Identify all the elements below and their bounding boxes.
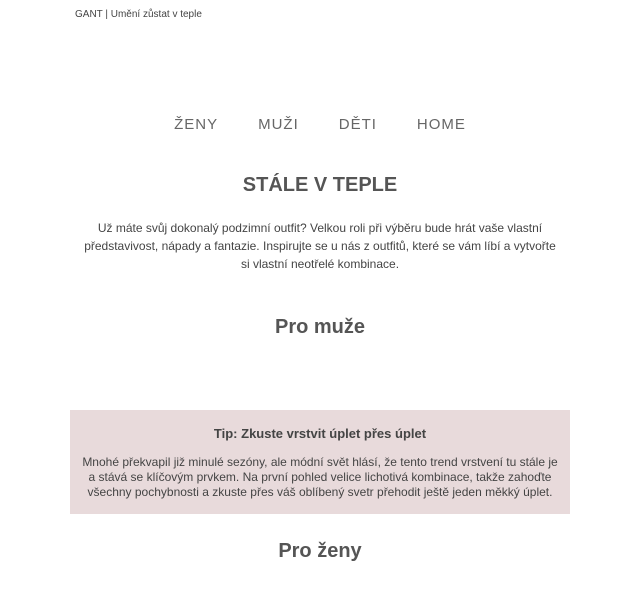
- intro-paragraph: Už máte svůj dokonalý podzimní outfit? Velkou roli při výběru bude hrát vaše vlastní představivost, nápady a fantazie. Inspirujte se u nás z outfitů, které se vám líbí a vytvořte si vlastní neotřelé kombinace.: [84, 221, 556, 271]
- page-headline: STÁLE V TEPLE: [242, 174, 398, 196]
- nav-item-muzi[interactable]: MUŽI: [258, 116, 299, 133]
- section-title-women: Pro ženy: [278, 540, 362, 562]
- main-navigation: [0, 116, 640, 133]
- preheader-text: GANT | Umění zůstat v teple: [75, 9, 202, 20]
- nav-item-home[interactable]: HOME: [416, 116, 466, 133]
- nav-item-deti[interactable]: DĚTI: [338, 116, 377, 133]
- section-title-men: Pro muže: [274, 316, 366, 338]
- tip-box: [70, 410, 570, 514]
- tip-title: Tip: Zkuste vrstvit úplet přes úplet: [213, 426, 427, 441]
- nav-item-zeny[interactable]: ŽENY: [174, 116, 219, 133]
- tip-text: Mnohé překvapil již minulé sezóny, ale módní svět hlásí, že tento trend vrstvení tu stále je a stává se klíčovým prvkem. Na první pohled velice lichotivá kombinace, takže zahoďte všechny pochybnosti a zkuste přes váš oblíbený svetr přehodit ještě jeden měkký úplet.: [82, 455, 558, 499]
